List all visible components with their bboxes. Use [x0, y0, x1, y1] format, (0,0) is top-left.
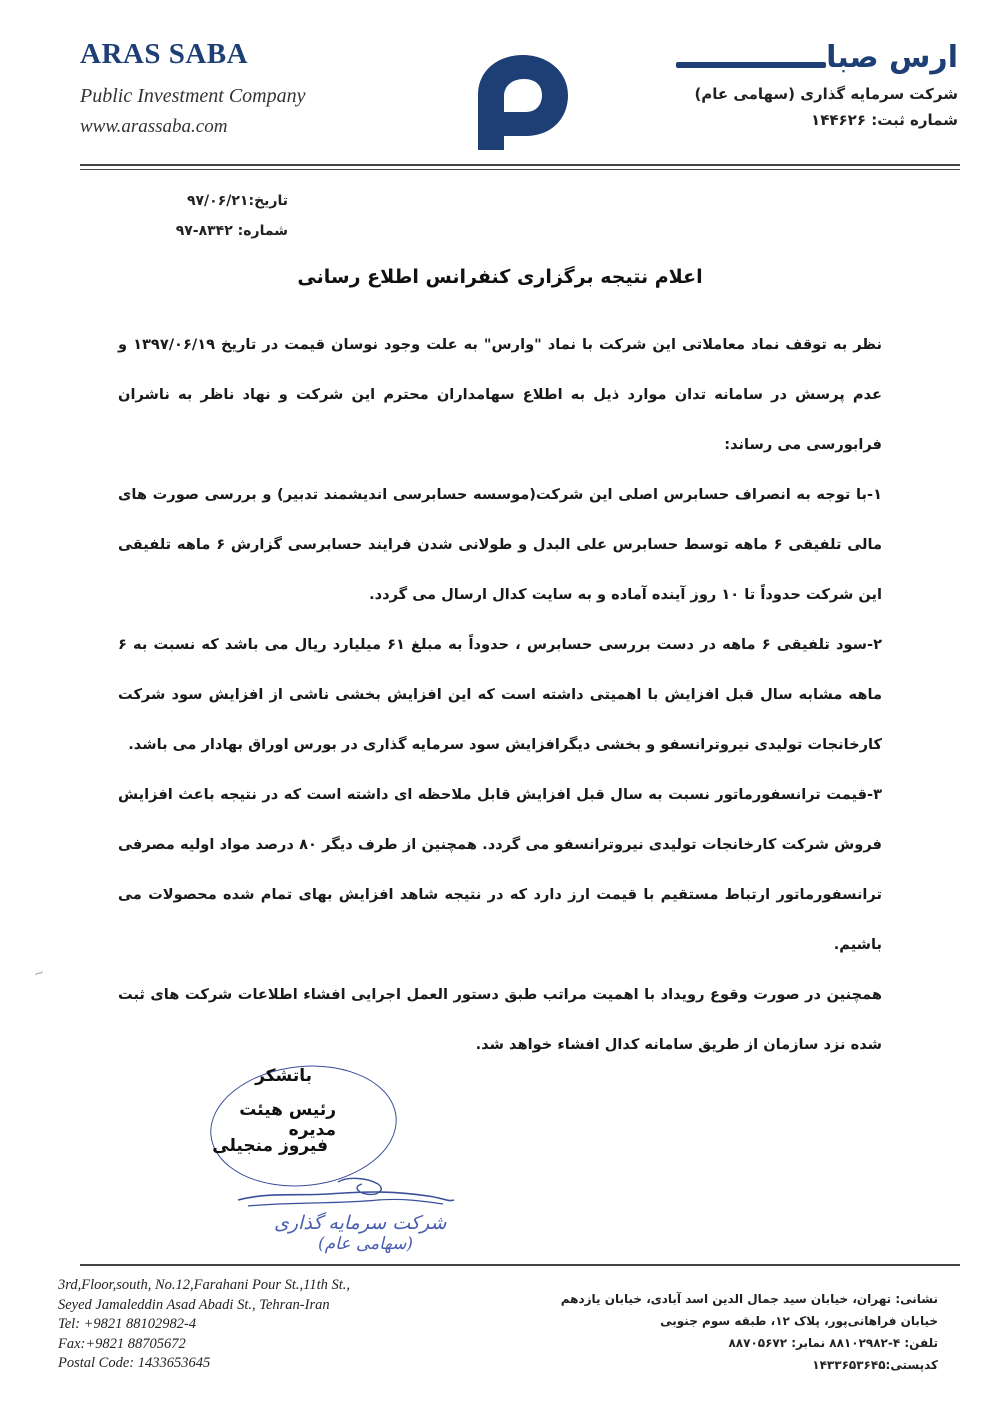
- header-divider: [80, 164, 960, 166]
- company-website: www.arassaba.com: [80, 116, 228, 137]
- letter-body: [118, 320, 882, 1070]
- footer-address-en: [58, 1276, 478, 1374]
- footer-en-line: Tel: +9821 88102982-4: [58, 1316, 197, 1332]
- paragraph-intro: نظر به توقف نماد معاملاتی این شرکت با نماد "وارس" به علت وجود نوسان قیمت در تاریخ ۱۳۹۷/۰۶/۱۹ و عدم پرسش در سامانه تدان موارد ذیل به اطلاع سهامداران محترم این شرکت و نهاد ناظر به ناشران فرابورسی می رساند:: [118, 336, 883, 453]
- signature-closing: باتشکر: [255, 1066, 312, 1086]
- footer-fa-line: کدپستی:۱۴۳۳۶۵۳۶۴۵: [812, 1358, 938, 1372]
- footer-address-fa: [518, 1288, 938, 1376]
- footer-en-line: Seyed Jamaleddin Asad Abadi St., Tehran-Iran: [58, 1296, 330, 1313]
- footer-fa-line: نشانی: تهران، خیابان سید جمال الدین اسد آبادی، خیابان یازدهم: [560, 1292, 938, 1306]
- company-stamp-line2: (سهامی عام): [318, 1234, 414, 1254]
- company-logo-icon: [468, 50, 578, 160]
- letter-number: شماره: ۸۳۴۲-۹۷: [175, 223, 288, 239]
- header-english: [80, 38, 380, 138]
- signature-name: فیروز منجیلی: [212, 1136, 328, 1156]
- brand-stroke: [676, 62, 826, 68]
- paragraph-item-1: ۱-با توجه به انصراف حسابرس اصلی این شرکت(موسسه حسابرسی اندیشمند تدبیر) و بررسی صورت های مالی تلفیقی ۶ ماهه توسط حسابرس علی البدل و طولانی شدن فرایند حسابرسی گزارش ۶ ماهه تلفیقی این شرکت حدوداً تا ۱۰ روز آینده آماده و به سایت کدال ارسال می گردد.: [118, 486, 883, 603]
- company-brand-fa: [618, 40, 958, 75]
- header-divider-thin: [80, 169, 960, 170]
- paragraph-closing: همچنین در صورت وقوع رویداد با اهمیت مراتب طبق دستور العمل اجرایی افشاء اطلاعات شرکت های ثبت شده نزد سازمان از طریق سامانه کدال افشاء خواهد شد.: [118, 986, 882, 1053]
- footer-en-line: 3rd,Floor,south, No.12,Farahani Pour St.,11th St.,: [58, 1277, 351, 1293]
- footer-fa-line: خیابان فراهانی‌پور، پلاک ۱۲، طبقه سوم جنوبی: [660, 1314, 938, 1328]
- letter-meta: [176, 186, 288, 246]
- letter-date: تاریخ:۹۷/۰۶/۲۱: [186, 193, 288, 209]
- company-subtitle-en: Public Investment Company: [80, 85, 306, 107]
- signature-block: [200, 1062, 460, 1262]
- paragraph-item-2: ۲-سود تلفیقی ۶ ماهه در دست بررسی حسابرس ، حدوداً به مبلغ ۶۱ میلیارد ریال می باشد که نسبت به ۶ ماهه مشابه سال قبل افزایش با اهمیتی داشته است که این افزایش بخشی ناشی از افزایش سود شرکت کارخانجات تولیدی نیروترانسفو و بخشی دیگرافزایش سود سرمایه گذاری در بورس اوراق بهادار می باشد.: [118, 636, 882, 753]
- registration-number: شماره ثبت: ۱۴۴۶۲۶: [811, 111, 958, 129]
- footer-en-line: Fax:+9821 88705672: [58, 1335, 186, 1352]
- paragraph-item-3: ۳-قیمت ترانسفورماتور نسبت به سال قبل افزایش قابل ملاحظه ای داشته است که در نتیجه باعث افزایش فروش شرکت کارخانجات تولیدی نیروترانسفو می گردد. همچنین از طرف دیگر ۸۰ درصد مواد اولیه مصرفی ترانسفورماتور ارتباط مستقیم با قیمت ارز دارد که در نتیجه شاهد افزایش بهای تمام شده محصولات می باشیم.: [118, 786, 882, 953]
- company-name-en: ARAS SABA: [80, 38, 249, 70]
- brand-text-fa: ارس صبا: [826, 40, 958, 75]
- signature-position: رئیس هیئت مدیره: [239, 1100, 336, 1140]
- footer-en-line: Postal Code: 1433653645: [58, 1355, 211, 1371]
- header-persian: [618, 40, 958, 129]
- company-stamp-line1: شرکت سرمایه گذاری: [274, 1212, 447, 1234]
- company-subtitle-fa: شرکت سرمایه گذاری (سهامی عام): [694, 85, 958, 103]
- letter-title: اعلام نتیجه برگزاری کنفرانس اطلاع رسانی: [297, 266, 703, 288]
- scan-mark: ~: [31, 964, 47, 982]
- footer-fa-line: تلفن: ۴-۸۸۱۰۲۹۸۲ نمابر: ۸۸۷۰۵۶۷۲: [728, 1336, 938, 1350]
- footer-divider: [80, 1264, 960, 1266]
